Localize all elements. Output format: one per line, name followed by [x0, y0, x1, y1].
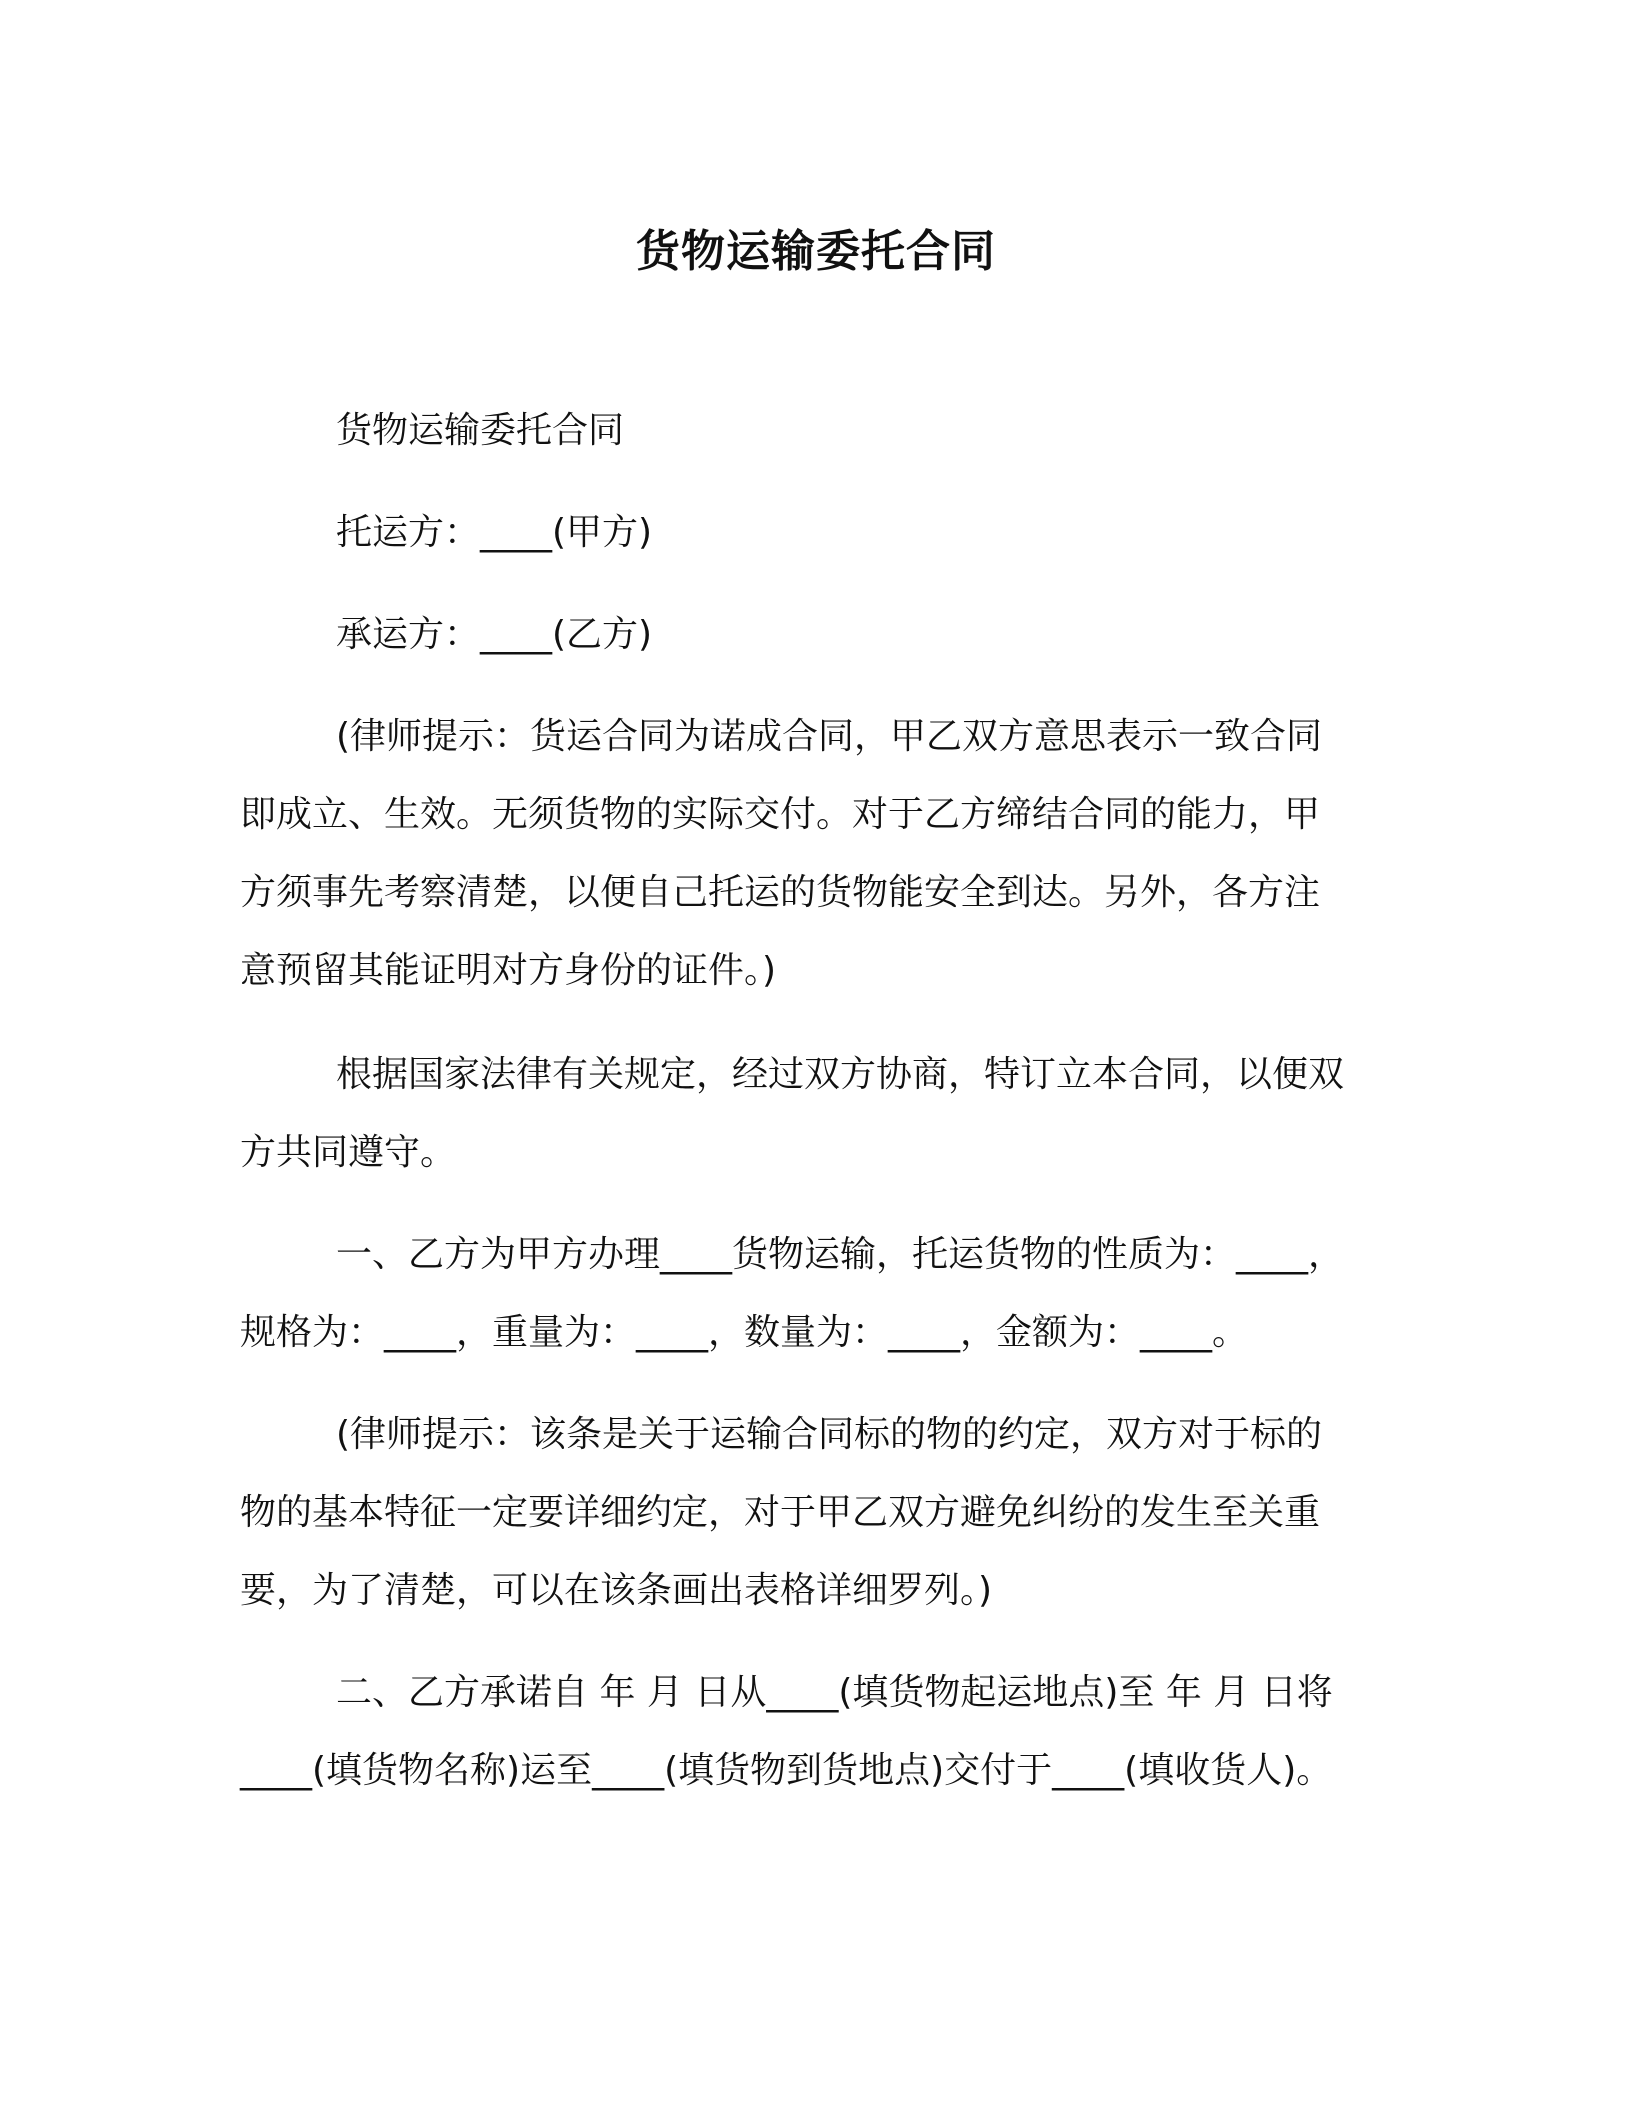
paragraph-line: 货物运输委托合同 [336, 410, 625, 451]
paragraph-line: ____(填货物名称)运至____(填货物到货地点)交付于____(填收货人)。 [240, 1750, 1333, 1791]
paragraph-line: 要，为了清楚，可以在该条画出表格详细罗列。) [240, 1570, 993, 1611]
paragraph-line: 规格为：____，重量为：____，数量为：____，金额为：____。 [240, 1312, 1249, 1353]
paragraph-line: 方须事先考察清楚，以便自己托运的货物能安全到达。另外，各方注 [240, 872, 1321, 913]
paragraph-clause-1 [240, 1216, 1380, 1372]
paragraph-line: 根据国家法律有关规定，经过双方协商，特订立本合同，以便双 [336, 1054, 1345, 1095]
paragraph-lawyer-note-2 [240, 1396, 1380, 1630]
paragraph-line: 托运方：____(甲方) [336, 512, 653, 553]
paragraph-line: 即成立、生效。无须货物的实际交付。对于乙方缔结合同的能力，甲 [240, 794, 1321, 835]
paragraph-line: 一、乙方为甲方办理____货物运输，托运货物的性质为：____， [336, 1234, 1345, 1275]
paragraph-line: 承运方：____(乙方) [336, 614, 653, 655]
paragraph-carrier [240, 596, 1380, 674]
paragraph-clause-2 [240, 1654, 1380, 1810]
paragraph-preamble [240, 1036, 1380, 1192]
paragraph-heading [240, 392, 1380, 470]
paragraph-line: (律师提示：该条是关于运输合同标的物的约定，双方对于标的 [336, 1414, 1323, 1455]
paragraph-line: 物的基本特征一定要详细约定，对于甲乙双方避免纠纷的发生至关重 [240, 1492, 1321, 1533]
paragraph-line: (律师提示：货运合同为诺成合同，甲乙双方意思表示一致合同 [336, 716, 1323, 757]
paragraph-line: 意预留其能证明对方身份的证件。) [240, 950, 777, 991]
paragraph-line: 方共同遵守。 [240, 1132, 457, 1173]
paragraph-consignor [240, 494, 1380, 572]
paragraph-lawyer-note-1 [240, 698, 1380, 1010]
paragraph-line: 二、乙方承诺自 年 月 日从____(填货物起运地点)至 年 月 日将 [336, 1672, 1333, 1713]
document-title: 货物运输委托合同 [636, 226, 996, 277]
